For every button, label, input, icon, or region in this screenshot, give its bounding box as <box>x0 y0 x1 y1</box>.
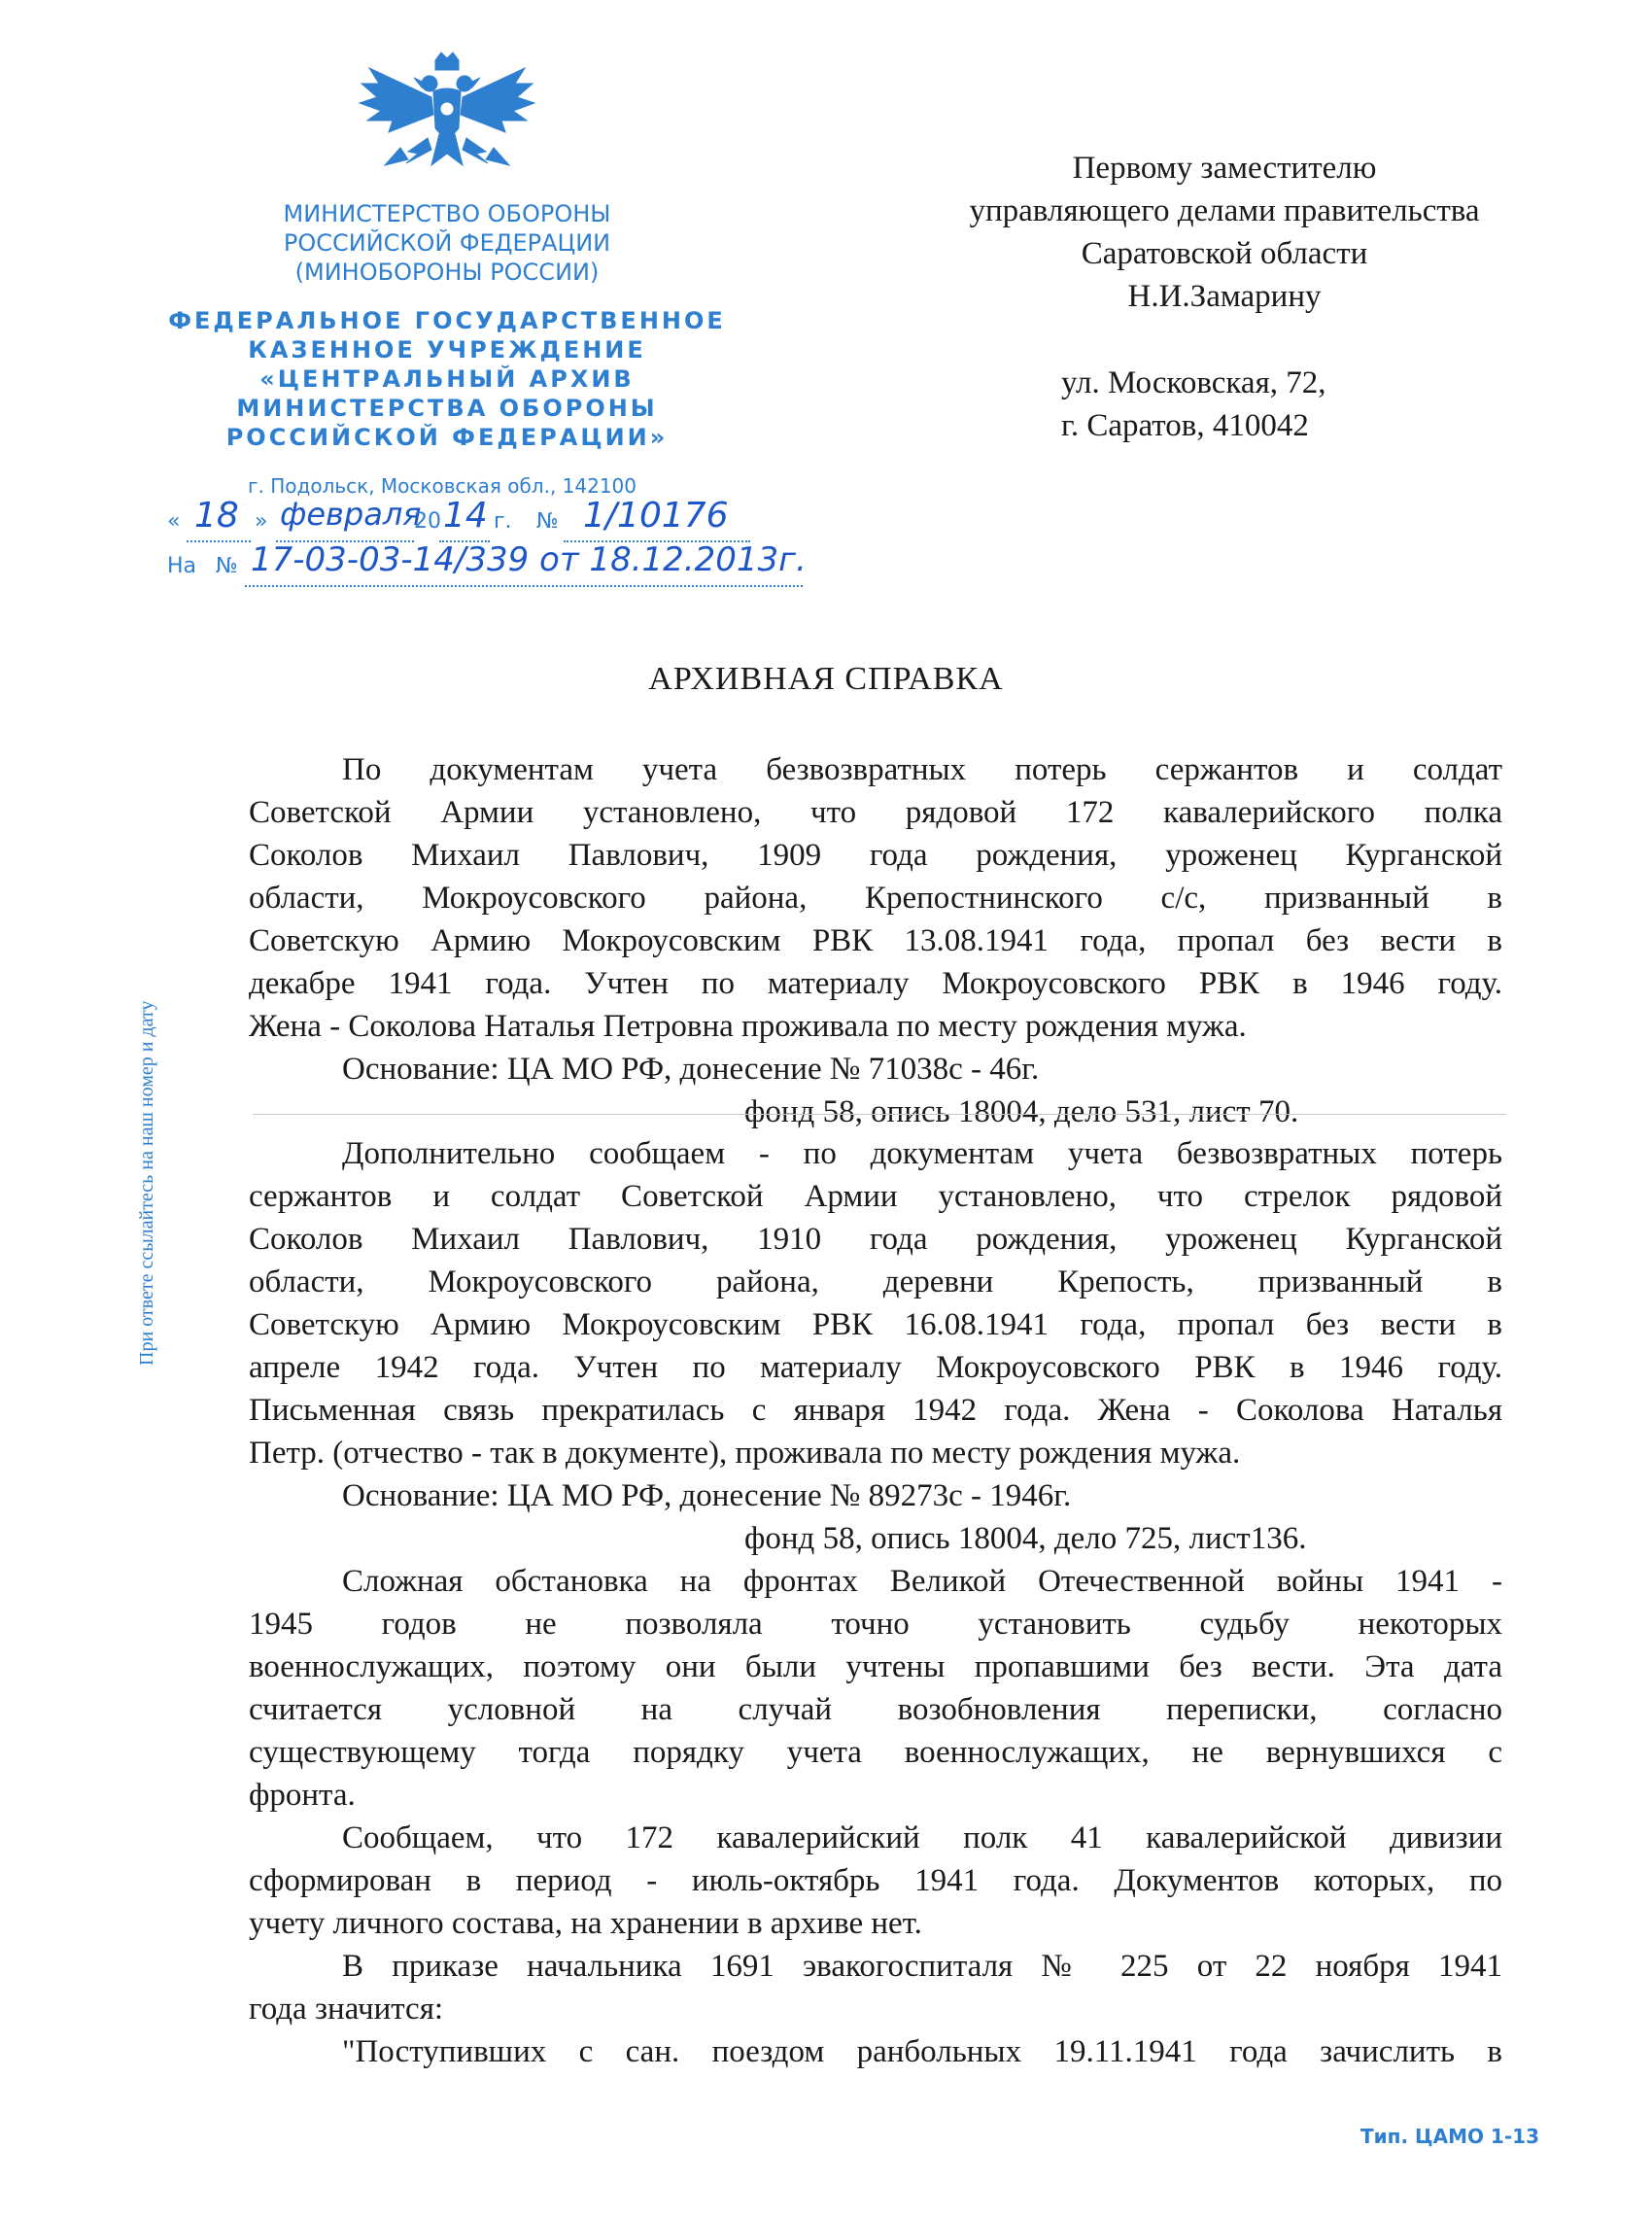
text-line: Жена - Соколова Наталья Петровна проживала по месту рождения мужа. <box>249 1009 1247 1044</box>
text-line: апреле 1942 года. Учтен по материалу Мокроусовского РВК в 1946 году. <box>249 1350 1502 1385</box>
text-line: декабре 1941 года. Учтен по материалу Мокроусовского РВК в 1946 году. <box>249 966 1502 1001</box>
text-line: области, Мокроусовского района, деревни Крепость, призванный в <box>249 1264 1502 1299</box>
handwritten-day: 18 <box>194 496 239 536</box>
ministry-name-line: (МИНОБОРОНЫ РОССИИ) <box>294 259 600 286</box>
handwritten-reply-reference: 17-03-03-14/339 от 18.12.2013г. <box>251 540 807 579</box>
date-close-quote: » <box>255 509 268 534</box>
agency-name-line: «ЦЕНТРАЛЬНЫЙ АРХИВ <box>259 365 635 393</box>
reply-label: На <box>167 554 197 578</box>
agency-name-line: МИНИСТЕРСТВА ОБОРОНЫ <box>236 395 658 422</box>
sender-address: г. Подольск, Московская обл., 142100 <box>248 474 637 498</box>
agency-name-line: РОССИЙСКОЙ ФЕДЕРАЦИИ» <box>225 424 669 451</box>
text-line: Письменная связь прекратилась с января 1942 года. Жена - Соколова Наталья <box>249 1393 1502 1428</box>
text-line: "Поступивших с сан. поездом ранбольных 19.11.1941 года зачислить в <box>342 2034 1502 2069</box>
text-line: года значится: <box>249 1992 444 2026</box>
text-line: Дополнительно сообщаем - по документам учета безвозвратных потерь <box>342 1136 1502 1171</box>
paragraph-4 <box>249 1817 1502 1945</box>
recipient-address-line: г. Саратов, 410042 <box>1061 408 1309 443</box>
paragraph-2 <box>249 1132 1502 1560</box>
text-line: Советскую Армию Мокроусовским РВК 16.08.1941 года, пропал без вести в <box>249 1307 1502 1342</box>
recipient-line: Саратовской области <box>1081 236 1368 271</box>
document-title: АРХИВНАЯ СПРАВКА <box>648 661 1004 697</box>
paragraph-3 <box>249 1560 1502 1817</box>
recipient-line: Н.И.Замарину <box>1127 279 1322 314</box>
recipient-address-line: ул. Московская, 72, <box>1061 365 1326 400</box>
text-line: военнослужащих, поэтому они были учтены пропавшими без вести. Эта дата <box>249 1649 1502 1684</box>
basis-line: Основание: ЦА МО РФ, донесение № 71038с - 46г. <box>342 1052 1040 1087</box>
text-line: В приказе начальника 1691 эвакогоспиталя № 225 от 22 ноября 1941 <box>342 1949 1502 1984</box>
paragraph-1 <box>249 748 1502 1133</box>
text-line: области, Мокроусовского района, Крепостнинского с/с, призванный в <box>249 881 1502 916</box>
recipient-line: управляющего делами правительства <box>969 193 1480 228</box>
year-suffix: г. <box>494 509 512 534</box>
print-code: Тип. ЦАМО 1-13 <box>1360 2125 1539 2148</box>
ministry-name-line: МИНИСТЕРСТВО ОБОРОНЫ <box>283 200 611 227</box>
year-prefix: 20 <box>414 509 441 534</box>
text-line: Советской Армии установлено, что рядовой 172 кавалерийского полка <box>249 795 1502 830</box>
handwritten-year: 14 <box>443 496 488 536</box>
text-line: Петр. (отчество - так в документе), проживала по месту рождения мужа. <box>249 1436 1241 1471</box>
text-line: существующему тогда порядку учета военнослужащих, не вернувшихся с <box>249 1735 1502 1770</box>
ministry-name-line: РОССИЙСКОЙ ФЕДЕРАЦИИ <box>283 229 611 257</box>
paragraph-6 <box>249 2030 1502 2073</box>
paragraph-5 <box>249 1945 1502 2030</box>
text-line: учету личного состава, на хранении в архиве нет. <box>249 1906 922 1941</box>
text-line: Сложная обстановка на фронтах Великой Отечественной войны 1941 - <box>342 1564 1502 1599</box>
agency-name-line: КАЗЕННОЕ УЧРЕЖДЕНИЕ <box>248 336 646 364</box>
handwritten-month: февраля <box>280 496 422 533</box>
text-line: 1945 годов не позволяла точно установить судьбу некоторых <box>249 1607 1502 1642</box>
archive-reference: фонд 58, опись 18004, дело 531, лист 70. <box>744 1094 1299 1129</box>
date-open-quote: « <box>167 509 181 534</box>
text-line: считается условной на случай возобновления переписки, согласно <box>249 1692 1502 1727</box>
text-line: фронта. <box>249 1778 356 1813</box>
side-note: При ответе ссылайтесь на наш номер и дату <box>136 1000 157 1366</box>
fold-line <box>253 1114 1506 1115</box>
text-line: Сообщаем, что 172 кавалерийский полк 41 кавалерийской дивизии <box>342 1820 1502 1855</box>
text-line: Соколов Михаил Павлович, 1910 года рождения, уроженец Курганской <box>249 1222 1502 1257</box>
text-line: сержантов и солдат Советской Армии установлено, что стрелок рядовой <box>249 1179 1502 1214</box>
text-line: сформирован в период - июль-октябрь 1941 года. Документов которых, по <box>249 1863 1502 1898</box>
reply-number-label: № <box>216 554 238 578</box>
text-line: Советскую Армию Мокроусовским РВК 13.08.1941 года, пропал без вести в <box>249 923 1502 958</box>
text-line: Соколов Михаил Павлович, 1909 года рождения, уроженец Курганской <box>249 838 1502 873</box>
text-line: По документам учета безвозвратных потерь сержантов и солдат <box>342 752 1502 787</box>
archive-reference: фонд 58, опись 18004, дело 725, лист136. <box>744 1521 1307 1556</box>
agency-name-line: ФЕДЕРАЛЬНОЕ ГОСУДАРСТВЕННОЕ <box>168 307 726 334</box>
reply-underline <box>245 585 803 587</box>
basis-line: Основание: ЦА МО РФ, донесение № 89273с - 1946г. <box>342 1478 1072 1513</box>
handwritten-outgoing-number: 1/10176 <box>583 496 729 536</box>
day-underline <box>187 540 251 542</box>
recipient-line: Первому заместителю <box>1072 151 1377 186</box>
double-headed-eagle-icon <box>350 51 544 196</box>
number-label: № <box>536 509 559 534</box>
